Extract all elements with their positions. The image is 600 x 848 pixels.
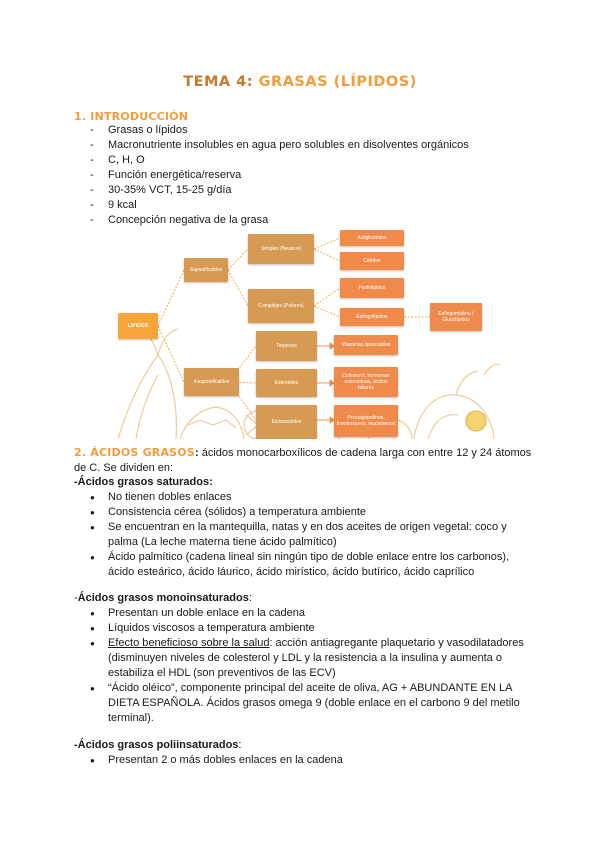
mono-effect-underline: Efecto beneficioso sobre la salud	[108, 637, 270, 649]
node-saponificables: Saponificables	[184, 258, 228, 282]
poli-list	[88, 753, 538, 768]
list-item: ● Se encuentran en la mantequilla, natas y en dos aceites de origen vegetal: coco y palma (La leche materna tiene ácido palmítico)	[88, 520, 538, 550]
intro-heading: 1. INTRODUCCIÓN	[74, 110, 189, 123]
list-item: - Función energética/reserva	[90, 168, 469, 183]
node-insaponificables: Insaponificables	[184, 368, 239, 396]
list-item: ● Presentan un doble enlace en la cadena	[88, 606, 538, 621]
list-item: ● Ácido palmítico (cadena lineal sin ningún tipo de doble enlace entre los carbonos), ácido esteárico, ácido láurico, ácido mirístico, ácido butírico, ácido caprílico	[88, 550, 538, 580]
list-item: - Macronutriente insolubles en agua pero solubles en disolventes orgánicos	[90, 138, 469, 153]
node-glucolipidos: Esfingomielina / Glucolípidos	[430, 303, 482, 331]
poli-heading-text: -Ácidos grasos poliinsaturados	[74, 739, 239, 751]
section2-colon: :	[194, 447, 199, 459]
mono-suffix: :	[248, 592, 252, 604]
node-simples: Simples (Neutros)	[248, 234, 314, 264]
list-item: ● No tienen dobles enlaces	[88, 490, 538, 505]
list-item: - 9 kcal	[90, 198, 469, 213]
section2-intro	[74, 445, 534, 476]
node-esteroides-examples: Colesterol, hormonas esteroideas, ácidos biliares	[334, 367, 398, 397]
saturados-heading-text: -Ácidos grasos saturados:	[74, 476, 213, 488]
node-eicosanoides-examples: Prostaglandinas, tromboxanos, leucotrienos	[334, 405, 398, 437]
mono-prefix: -	[74, 592, 78, 604]
mono-heading-text: Ácidos grasos monoinsaturados	[77, 592, 249, 604]
list-item: ● Presentan 2 o más dobles enlaces en la cadena	[88, 753, 538, 768]
node-eicosanoides: Eicosanoides	[256, 405, 317, 439]
mono-heading	[74, 591, 252, 606]
saturados-heading	[74, 475, 213, 490]
list-item: ● Líquidos viscosos a temperatura ambiente	[88, 621, 538, 636]
list-item: ● “Ácido oléico”, componente principal del aceite de oliva, AG + ABUNDANTE EN LA DIETA ESPAÑOLA. Ácidos grasos omega 9 (doble enlace en el carbono 9 del metilo terminal).	[88, 681, 538, 726]
lipid-classification-diagram	[118, 225, 500, 439]
poli-heading	[74, 738, 241, 753]
list-item: - Concepción negativa de la grasa	[90, 213, 469, 228]
section2-heading: 2. ÁCIDOS GRASOS	[74, 446, 195, 459]
node-lipidos: LIPIDOS	[118, 313, 158, 339]
diagram-arrows	[317, 343, 334, 423]
section2-text: ácidos monocarboxílicos de cadena larga con entre 12 y 24 átomos de C. Se dividen en:	[74, 447, 532, 474]
node-complejos: Complejos (Polares)	[248, 289, 314, 323]
mono-effect-text: : acción antiagregante plaquetario y vasodilatadores (disminuyen niveles de colesterol y LDL y la resistencia a la insulina y aumenta o estabiliza el HDL (son preventivos de las ECV)	[108, 637, 524, 679]
title-main: GRASAS (LÍPIDOS)	[258, 74, 417, 90]
list-item: - Grasas o lípidos	[90, 123, 469, 138]
saturados-list	[88, 490, 538, 580]
node-ceridos: Céridos	[340, 252, 404, 270]
list-item: - C, H, O	[90, 153, 469, 168]
node-fosfolipidos: Fosfolípidos	[340, 278, 404, 298]
intro-list	[90, 123, 469, 228]
node-terpenos-examples: Vitaminas liposolubles	[334, 335, 398, 355]
poli-suffix: :	[238, 739, 242, 751]
mono-list	[88, 606, 538, 726]
node-esfingolipidos: Esfingolípidos	[340, 308, 404, 326]
node-esteroides: Esteroides	[256, 369, 317, 397]
list-item: - 30-35% VCT, 15-25 g/día	[90, 183, 469, 198]
list-item	[88, 636, 538, 681]
node-terpenos: Terpenos	[256, 331, 317, 361]
page-title	[0, 74, 600, 90]
title-prefix: TEMA 4:	[183, 74, 254, 90]
node-acilgliceridos: Acilglicéridos	[340, 230, 404, 246]
list-item: ● Consistencia cérea (sólidos) a temperatura ambiente	[88, 505, 538, 520]
